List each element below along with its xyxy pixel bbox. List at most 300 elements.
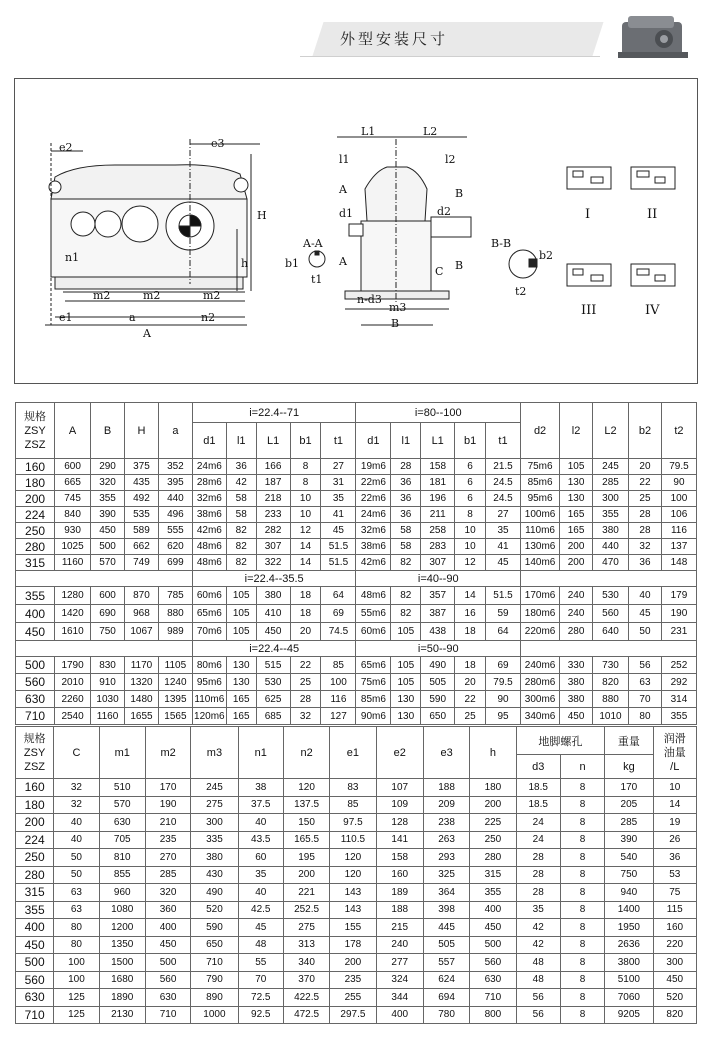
table-cell: 625: [256, 691, 290, 708]
table-cell: 750: [605, 866, 653, 884]
col-C: C: [54, 727, 99, 779]
spec-size-cell: 180: [16, 475, 55, 491]
table-cell: 560: [593, 605, 629, 623]
table-cell: 143: [330, 901, 376, 919]
table-cell: 283: [421, 539, 455, 555]
table-cell: 80: [54, 919, 99, 937]
label-L1: L1: [361, 125, 376, 138]
table-cell: 18: [290, 605, 321, 623]
table-cell: 245: [191, 779, 238, 797]
table-cell: 313: [283, 936, 329, 954]
table-cell: 28m6: [192, 475, 226, 491]
table-cell: 32: [54, 779, 99, 797]
table-cell: 500: [145, 954, 190, 972]
col-d3: d3: [516, 755, 560, 779]
table-cell: 48: [516, 954, 560, 972]
assembly-label-III: III: [581, 303, 597, 318]
table-cell: 380: [560, 691, 593, 708]
table-cell: 8: [560, 919, 604, 937]
table-cell: 37.5: [238, 796, 283, 814]
label-C: C: [435, 265, 444, 278]
table-cell: 1395: [158, 691, 192, 708]
spec-size-cell: 250: [16, 523, 55, 539]
table-cell: 300: [191, 814, 238, 832]
table-row: [16, 523, 697, 539]
table-cell: 255: [330, 989, 376, 1007]
table-cell: 322: [256, 555, 290, 571]
table-cell: 69: [321, 605, 356, 623]
table-cell: 640: [593, 623, 629, 641]
table-cell: 83: [330, 779, 376, 797]
table-cell: 116: [661, 523, 696, 539]
col-h: h: [470, 727, 516, 779]
table-cell: 25: [455, 708, 486, 725]
col-b1: b1: [290, 423, 321, 459]
section-header-row: [16, 571, 697, 587]
oil-header: [653, 727, 696, 779]
col-B: B: [91, 403, 125, 459]
table-cell: 570: [99, 796, 145, 814]
table-cell: 63: [629, 674, 662, 691]
table-cell: 9205: [605, 1006, 653, 1024]
label-t1: t1: [311, 273, 323, 286]
table-cell: 750: [91, 623, 125, 641]
col-d2: d2: [521, 403, 560, 459]
spec-label-zsz-2: ZSZ: [24, 760, 46, 773]
label-d2: d2: [437, 205, 452, 218]
table-cell: 170: [145, 779, 190, 797]
table-cell: 181: [421, 475, 455, 491]
table-cell: 116: [321, 691, 356, 708]
table-cell: 200: [283, 866, 329, 884]
table-cell: 989: [158, 623, 192, 641]
table-cell: 60: [238, 849, 283, 867]
table-cell: 24.5: [486, 491, 521, 507]
table-cell: 220: [653, 936, 696, 954]
table-cell: 270: [145, 849, 190, 867]
table-cell: 540: [605, 849, 653, 867]
col-t1-b: t1: [486, 423, 521, 459]
table-cell: 64: [486, 623, 521, 641]
table-cell: 50: [54, 849, 99, 867]
table-cell: 630: [99, 814, 145, 832]
table-cell: 398: [423, 901, 469, 919]
section-ratio-head: i=22.4--45: [192, 641, 356, 657]
table-cell: 24m6: [356, 507, 391, 523]
table-cell: 18: [455, 657, 486, 674]
table-cell: 340: [283, 954, 329, 972]
table-cell: 107: [376, 779, 423, 797]
table-row: [16, 539, 697, 555]
table-cell: 662: [125, 539, 159, 555]
table-cell: 500: [91, 539, 125, 555]
table-cell: 24m6: [192, 459, 226, 475]
table-cell: 69: [486, 657, 521, 674]
label-n-d3: n-d3: [357, 293, 382, 306]
table-cell: 59: [486, 605, 521, 623]
table-cell: 120: [330, 849, 376, 867]
label-d1: d1: [339, 207, 354, 220]
table-cell: 180m6: [521, 605, 560, 623]
col-l1: l1: [226, 423, 256, 459]
table-cell: 5100: [605, 971, 653, 989]
spec-label-cn: 规格: [24, 410, 47, 423]
table-row: [16, 831, 697, 849]
table-row: [16, 605, 697, 623]
table-cell: 555: [158, 523, 192, 539]
table-cell: 70: [238, 971, 283, 989]
table-cell: 252.5: [283, 901, 329, 919]
table-cell: 210: [145, 814, 190, 832]
table-cell: 75: [653, 884, 696, 902]
table-cell: 178: [330, 936, 376, 954]
table-cell: 20: [629, 459, 662, 475]
section-ratio-head: i=40--90: [356, 571, 521, 587]
table-cell: 35: [321, 491, 356, 507]
table-cell: 570: [91, 555, 125, 571]
table-cell: 32: [54, 796, 99, 814]
table-cell: 320: [91, 475, 125, 491]
table-cell: 300m6: [521, 691, 560, 708]
table-cell: 38m6: [192, 507, 226, 523]
table-cell: 2636: [605, 936, 653, 954]
table-cell: 960: [99, 884, 145, 902]
table-cell: 1067: [125, 623, 159, 641]
title-underline: [300, 56, 600, 57]
table-cell: 395: [158, 475, 192, 491]
spec-label-cn-2: 规格: [23, 732, 46, 745]
table-cell: 28: [516, 866, 560, 884]
table-row: [16, 989, 697, 1007]
table-cell: 3800: [605, 954, 653, 972]
table-cell: 490: [191, 884, 238, 902]
table-cell: 170m6: [521, 587, 560, 605]
table-cell: 300: [593, 491, 629, 507]
table-row: [16, 779, 697, 797]
table-cell: 450: [91, 523, 125, 539]
table-cell: 28: [290, 691, 321, 708]
spec-size-cell: 180: [16, 796, 54, 814]
spec-label-zsy: ZSY: [24, 424, 46, 437]
table-cell: 8: [455, 507, 486, 523]
label-n2: n2: [201, 311, 216, 324]
table-cell: 75m6: [356, 674, 391, 691]
label-e2: e2: [59, 141, 73, 154]
table-cell: 137: [661, 539, 696, 555]
table-cell: 48m6: [192, 539, 226, 555]
table-cell: 749: [125, 555, 159, 571]
table-cell: 130: [391, 691, 421, 708]
table-cell: 8: [560, 1006, 604, 1024]
table-cell: 165: [560, 507, 593, 523]
table-cell: 170: [605, 779, 653, 797]
col-b2: b2: [629, 403, 662, 459]
col-n: n: [560, 755, 604, 779]
table-cell: 855: [99, 866, 145, 884]
table-cell: 36: [391, 475, 421, 491]
table-cell: 410: [256, 605, 290, 623]
table-cell: 240: [560, 605, 593, 623]
table-cell: 1025: [55, 539, 91, 555]
table-cell: 127: [321, 708, 356, 725]
section-blank: [16, 571, 193, 587]
table-cell: 36: [629, 555, 662, 571]
table-row: [16, 849, 697, 867]
table-cell: 120: [283, 779, 329, 797]
table-cell: 53: [653, 866, 696, 884]
table-cell: 165: [560, 523, 593, 539]
table-cell: 35: [486, 523, 521, 539]
table-cell: 780: [423, 1006, 469, 1024]
table-row: [16, 971, 697, 989]
col-d1-b: d1: [356, 423, 391, 459]
table-cell: 22m6: [356, 491, 391, 507]
table-cell: 58: [226, 491, 256, 507]
table-cell: 275: [191, 796, 238, 814]
table-cell: 238: [423, 814, 469, 832]
label-m3: m3: [389, 301, 407, 314]
table-cell: 307: [256, 539, 290, 555]
table-cell: 26: [653, 831, 696, 849]
table-row: [16, 866, 697, 884]
table-cell: 150: [283, 814, 329, 832]
label-a: a: [129, 311, 136, 324]
table-cell: 258: [421, 523, 455, 539]
table-cell: 400: [145, 919, 190, 937]
table-cell: 24: [516, 814, 560, 832]
table-cell: 280m6: [521, 674, 560, 691]
table-cell: 105: [391, 674, 421, 691]
table-cell: 790: [191, 971, 238, 989]
spec-header: [16, 403, 55, 459]
table-cell: 90: [661, 475, 696, 491]
table-cell: 8: [560, 796, 604, 814]
table-cell: 840: [55, 507, 91, 523]
col-m2: m2: [145, 727, 190, 779]
table-cell: 344: [376, 989, 423, 1007]
table-cell: 120m6: [192, 708, 226, 725]
table-row: [16, 507, 697, 523]
label-L2: L2: [423, 125, 438, 138]
table-cell: 8: [560, 849, 604, 867]
table-cell: 400: [376, 1006, 423, 1024]
table-cell: 1680: [99, 971, 145, 989]
table-cell: 1790: [55, 657, 91, 674]
spec-size-cell: 630: [16, 691, 55, 708]
table-cell: 1565: [158, 708, 192, 725]
col-n2: n2: [283, 727, 329, 779]
table-cell: 380: [560, 674, 593, 691]
table-cell: 221: [283, 884, 329, 902]
table-cell: 215: [376, 919, 423, 937]
table-cell: 810: [99, 849, 145, 867]
table-cell: 380: [593, 523, 629, 539]
table-cell: 18: [455, 623, 486, 641]
table-cell: 188: [423, 779, 469, 797]
table-cell: 16: [455, 605, 486, 623]
table-cell: 55m6: [356, 605, 391, 623]
table-cell: 1280: [55, 587, 91, 605]
table-cell: 8: [560, 954, 604, 972]
table-cell: 968: [125, 605, 159, 623]
table-cell: 128: [376, 814, 423, 832]
table-cell: 252: [661, 657, 696, 674]
table-cell: 1200: [99, 919, 145, 937]
col-A: A: [55, 403, 91, 459]
table-cell: 58: [226, 507, 256, 523]
table-cell: 450: [653, 971, 696, 989]
table-cell: 390: [605, 831, 653, 849]
table-cell: 41: [486, 539, 521, 555]
table-cell: 35: [238, 866, 283, 884]
table-cell: 42: [516, 936, 560, 954]
table-cell: 890: [191, 989, 238, 1007]
table-cell: 100: [54, 954, 99, 972]
col-t1: t1: [321, 423, 356, 459]
table-cell: 364: [423, 884, 469, 902]
table-cell: 166: [256, 459, 290, 475]
spec-size-cell: 250: [16, 849, 54, 867]
table-cell: 355: [661, 708, 696, 725]
table-cell: 440: [158, 491, 192, 507]
table-cell: 8: [560, 989, 604, 1007]
table-cell: 51.5: [321, 555, 356, 571]
table-cell: 28: [629, 507, 662, 523]
table-cell: 100: [321, 674, 356, 691]
table-cell: 320: [145, 884, 190, 902]
table-cell: 79.5: [486, 674, 521, 691]
table-cell: 22: [290, 657, 321, 674]
label-section-BB: B-B: [491, 237, 512, 250]
table-cell: 699: [158, 555, 192, 571]
table-cell: 14: [455, 587, 486, 605]
table-cell: 352: [158, 459, 192, 475]
section-ratio-head: i=50--90: [356, 641, 521, 657]
spec-size-cell: 450: [16, 936, 54, 954]
table-cell: 880: [158, 605, 192, 623]
table-cell: 188: [376, 901, 423, 919]
table-cell: 450: [470, 919, 516, 937]
table-cell: 28: [516, 849, 560, 867]
table-cell: 14: [653, 796, 696, 814]
table-cell: 90m6: [356, 708, 391, 725]
table-cell: 560: [470, 954, 516, 972]
table-cell: 125: [54, 1006, 99, 1024]
table-cell: 36: [226, 459, 256, 475]
col-n1: n1: [238, 727, 283, 779]
table-cell: 235: [145, 831, 190, 849]
table-cell: 1240: [158, 674, 192, 691]
table-cell: 630: [145, 989, 190, 1007]
spec-size-cell: 500: [16, 657, 55, 674]
spec-label-zsy-2: ZSY: [23, 746, 46, 759]
table-cell: 42: [226, 475, 256, 491]
table-cell: 63: [54, 884, 99, 902]
table-cell: 472.5: [283, 1006, 329, 1024]
table-cell: 10: [290, 491, 321, 507]
table-cell: 56: [629, 657, 662, 674]
group-head-1: i=22.4--71: [192, 403, 356, 423]
label-section-A-bottom: A: [339, 255, 347, 268]
table-cell: 32m6: [356, 523, 391, 539]
gearbox-logo-icon: [614, 8, 694, 62]
table-cell: 42: [516, 919, 560, 937]
table-cell: 515: [256, 657, 290, 674]
anchor-bolt-header: 地脚螺孔: [516, 727, 605, 755]
table-cell: 375: [125, 459, 159, 475]
table-cell: 330: [560, 657, 593, 674]
label-t2: t2: [515, 285, 527, 298]
table-cell: 450: [560, 708, 593, 725]
dimension-table-1: [15, 402, 697, 725]
spec-size-cell: 315: [16, 555, 55, 571]
table-cell: 105: [560, 459, 593, 475]
table-cell: 51.5: [486, 587, 521, 605]
spec-size-cell: 560: [16, 971, 54, 989]
table-cell: 8: [560, 971, 604, 989]
table-cell: 285: [145, 866, 190, 884]
table-cell: 10: [653, 779, 696, 797]
table-cell: 38: [238, 779, 283, 797]
table-cell: 589: [125, 523, 159, 539]
table-cell: 85: [321, 657, 356, 674]
table-cell: 650: [191, 936, 238, 954]
table-cell: 72.5: [238, 989, 283, 1007]
table-cell: 130: [391, 708, 421, 725]
spec-size-cell: 450: [16, 623, 55, 641]
table-cell: 340m6: [521, 708, 560, 725]
table-cell: 105: [391, 623, 421, 641]
table-cell: 315: [470, 866, 516, 884]
table-cell: 190: [661, 605, 696, 623]
table-cell: 48m6: [356, 587, 391, 605]
label-m2-a: m2: [93, 289, 111, 302]
table-cell: 8: [560, 901, 604, 919]
table-cell: 390: [91, 507, 125, 523]
table-cell: 820: [653, 1006, 696, 1024]
table-cell: 335: [191, 831, 238, 849]
table-cell: 1000: [191, 1006, 238, 1024]
table-cell: 6: [455, 459, 486, 475]
col-L2: L2: [593, 403, 629, 459]
table-cell: 505: [421, 674, 455, 691]
col-m1: m1: [99, 727, 145, 779]
label-section-AA: A-A: [303, 237, 323, 250]
table-cell: 110.5: [330, 831, 376, 849]
table-cell: 263: [423, 831, 469, 849]
table-cell: 250: [470, 831, 516, 849]
table-cell: 220m6: [521, 623, 560, 641]
label-l2: l2: [445, 153, 456, 166]
table-cell: 158: [421, 459, 455, 475]
table-cell: 155: [330, 919, 376, 937]
table-cell: 32: [629, 539, 662, 555]
assembly-types-icon: [567, 167, 675, 286]
table-cell: 435: [125, 475, 159, 491]
table-row: [16, 623, 697, 641]
table-row: [16, 919, 697, 937]
table-cell: 624: [423, 971, 469, 989]
table-row: [16, 491, 697, 507]
table-cell: 1320: [125, 674, 159, 691]
table-cell: 190: [145, 796, 190, 814]
table-cell: 400: [470, 901, 516, 919]
table-cell: 450: [256, 623, 290, 641]
table-cell: 1105: [158, 657, 192, 674]
table-cell: 8: [560, 779, 604, 797]
table-cell: 505: [423, 936, 469, 954]
table-cell: 233: [256, 507, 290, 523]
